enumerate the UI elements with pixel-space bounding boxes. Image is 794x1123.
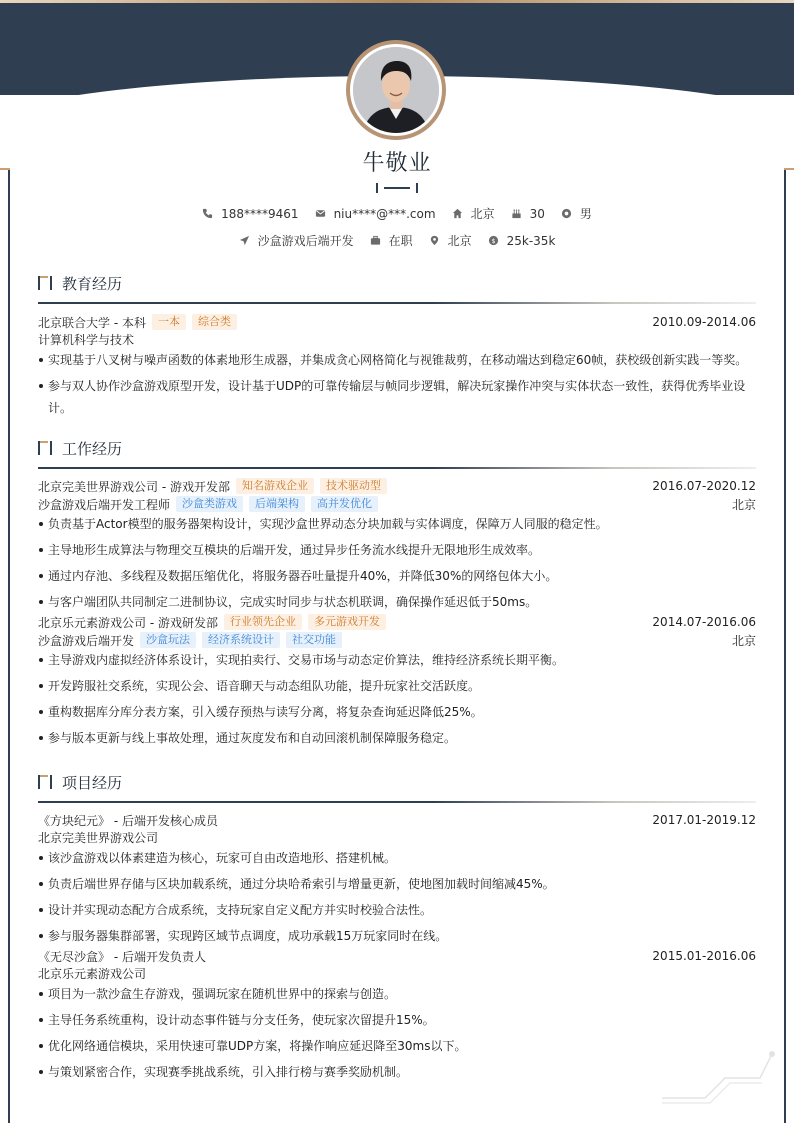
phone-info: 188****9461 — [202, 207, 298, 221]
project-org: 北京完美世界游戏公司 — [38, 831, 159, 845]
education-header — [38, 313, 756, 331]
section-mark-icon — [38, 441, 54, 455]
list-item: 主导任务系统重构，设计动态事件链与分支任务，使玩家次留提升15%。 — [38, 1009, 756, 1031]
list-item: 通过内存池、多线程及数据压缩优化，将服务器吞吐量提升40%，并降低30%的网络包体大小。 — [38, 565, 756, 587]
job-entry — [38, 477, 756, 613]
job-intent-row — [0, 232, 794, 249]
list-item: 参与版本更新与线上事故处理，通过灰度发布和自动回滚机制保障服务稳定。 — [38, 727, 756, 749]
company-tag: 多元游戏开发 — [308, 614, 386, 630]
list-item: 参与服务器集群部署，实现跨区域节点调度，成功承载15万玩家同时在线。 — [38, 925, 756, 947]
education-period: 2010.09-2014.06 — [652, 315, 756, 329]
school-tag: 一本 — [152, 314, 186, 330]
job-period: 2014.07-2016.06 — [652, 615, 756, 629]
list-item: 重构数据库分库分表方案，引入缓存预热与读写分离，将复杂查询延迟降低25%。 — [38, 701, 756, 723]
work-section — [38, 437, 756, 753]
list-item: 优化网络通信模块，采用快速可靠UDP方案，将操作响应延迟降至30ms以下。 — [38, 1035, 756, 1057]
money-icon — [488, 235, 499, 246]
major: 计算机科学与技术 — [38, 333, 135, 347]
project-name: 《方块纪元》 - 后端开发核心成员 — [38, 813, 218, 828]
section-mark-icon — [38, 276, 54, 290]
job-entry — [38, 613, 756, 749]
list-item: 参与双人协作沙盒游戏原型开发，设计基于UDP的可靠传输层与帧同步逻辑，解决玩家操作冲突与实体状态一致性，获得优秀毕业设计。 — [38, 375, 756, 419]
list-item: 开发跨服社交系统，实现公会、语音聊天与动态组队功能，提升玩家社交活跃度。 — [38, 675, 756, 697]
mail-icon — [315, 208, 326, 219]
list-item: 设计并实现动态配方合成系统，支持玩家自定义配方并实时校验合法性。 — [38, 899, 756, 921]
send-icon — [239, 235, 250, 246]
location-pin-icon — [429, 235, 440, 246]
project-period: 2015.01-2016.06 — [652, 949, 756, 963]
list-item: 与策划紧密合作，实现赛季挑战系统，引入排行榜与赛季奖励机制。 — [38, 1061, 756, 1083]
section-title: 项目经历 — [62, 773, 123, 792]
list-item: 该沙盒游戏以体素建造为核心，玩家可自由改造地形、搭建机械。 — [38, 847, 756, 869]
role-tag: 高并发优化 — [311, 496, 378, 512]
education-section — [38, 272, 756, 423]
role-tag: 后端架构 — [249, 496, 305, 512]
company-name: 北京完美世界游戏公司 - 游戏开发部 — [38, 479, 230, 494]
list-item: 项目为一款沙盒生存游戏，强调玩家在随机世界中的探索与创造。 — [38, 983, 756, 1005]
job-role: 沙盒游戏后端开发 — [38, 633, 135, 648]
email-info: niu****@***.com — [315, 207, 436, 221]
company-name: 北京乐元素游戏公司 - 游戏研发部 — [38, 615, 218, 630]
location-info: 北京 — [429, 232, 472, 249]
list-item: 负责后端世界存储与区块加载系统，通过分块哈希索引与增量更新，使地图加载时间缩减45%。 — [38, 873, 756, 895]
job-city: 北京 — [731, 497, 756, 512]
job-city: 北京 — [731, 633, 756, 648]
school-tag: 综合类 — [192, 314, 237, 330]
home-icon — [452, 208, 463, 219]
name-divider — [376, 183, 418, 193]
section-mark-icon — [38, 775, 54, 789]
company-tag: 技术驱动型 — [320, 478, 387, 494]
company-tag: 行业领先企业 — [224, 614, 302, 630]
cake-icon — [511, 208, 522, 219]
avatar-frame — [346, 40, 446, 140]
corner-decoration — [660, 1048, 780, 1108]
role-tag: 经济系统设计 — [202, 632, 280, 648]
target-info: 沙盒游戏后端开发 — [239, 232, 354, 249]
list-item: 主导地形生成算法与物理交互模块的后端开发，通过异步任务流水线提升无限地形生成效率。 — [38, 539, 756, 561]
list-item: 实现基于八叉树与噪声函数的体素地形生成器，并集成贪心网格简化与视锥裁剪，在移动端达到稳定60帧，获校级创新实践一等奖。 — [38, 349, 756, 371]
section-title: 工作经历 — [62, 439, 123, 458]
side-bar-right — [784, 170, 786, 1123]
section-title: 教育经历 — [62, 274, 123, 293]
side-bar-left — [8, 170, 10, 1123]
education-bullets — [38, 349, 756, 419]
phone-icon — [202, 208, 213, 219]
company-tag: 知名游戏企业 — [236, 478, 314, 494]
list-item: 与客户端团队共同制定二进制协议，完成实时同步与状态机联调，确保操作延迟低于50ms。 — [38, 591, 756, 613]
gender-icon — [561, 208, 572, 219]
age-info: 30 — [511, 207, 545, 221]
project-name: 《无尽沙盒》 - 后端开发负责人 — [38, 949, 206, 964]
school-name: 北京联合大学 - 本科 — [38, 315, 146, 330]
status-info: 在职 — [370, 232, 413, 249]
avatar — [353, 47, 439, 133]
list-item: 主导游戏内虚拟经济体系设计，实现拍卖行、交易市场与动态定价算法，维持经济系统长期平衡。 — [38, 649, 756, 671]
salary-info: $ 25k-35k — [488, 234, 556, 248]
project-entry — [38, 811, 756, 947]
briefcase-icon — [370, 235, 381, 246]
role-tag: 沙盒类游戏 — [176, 496, 243, 512]
role-tag: 社交功能 — [286, 632, 342, 648]
project-org: 北京乐元素游戏公司 — [38, 967, 147, 981]
svg-text:$: $ — [491, 236, 496, 245]
hometown-info: 北京 — [452, 205, 495, 222]
project-section — [38, 771, 756, 1087]
project-period: 2017.01-2019.12 — [652, 813, 756, 827]
gender-info: 男 — [561, 205, 592, 222]
candidate-name: 牛敬业 — [362, 151, 432, 176]
contact-row — [0, 205, 794, 222]
job-period: 2016.07-2020.12 — [652, 479, 756, 493]
role-tag: 沙盒玩法 — [140, 632, 196, 648]
job-role: 沙盒游戏后端开发工程师 — [38, 497, 171, 512]
list-item: 负责基于Actor模型的服务器架构设计，实现沙盒世界动态分块加载与实体调度，保障万人同服的稳定性。 — [38, 513, 756, 535]
project-entry — [38, 947, 756, 1083]
